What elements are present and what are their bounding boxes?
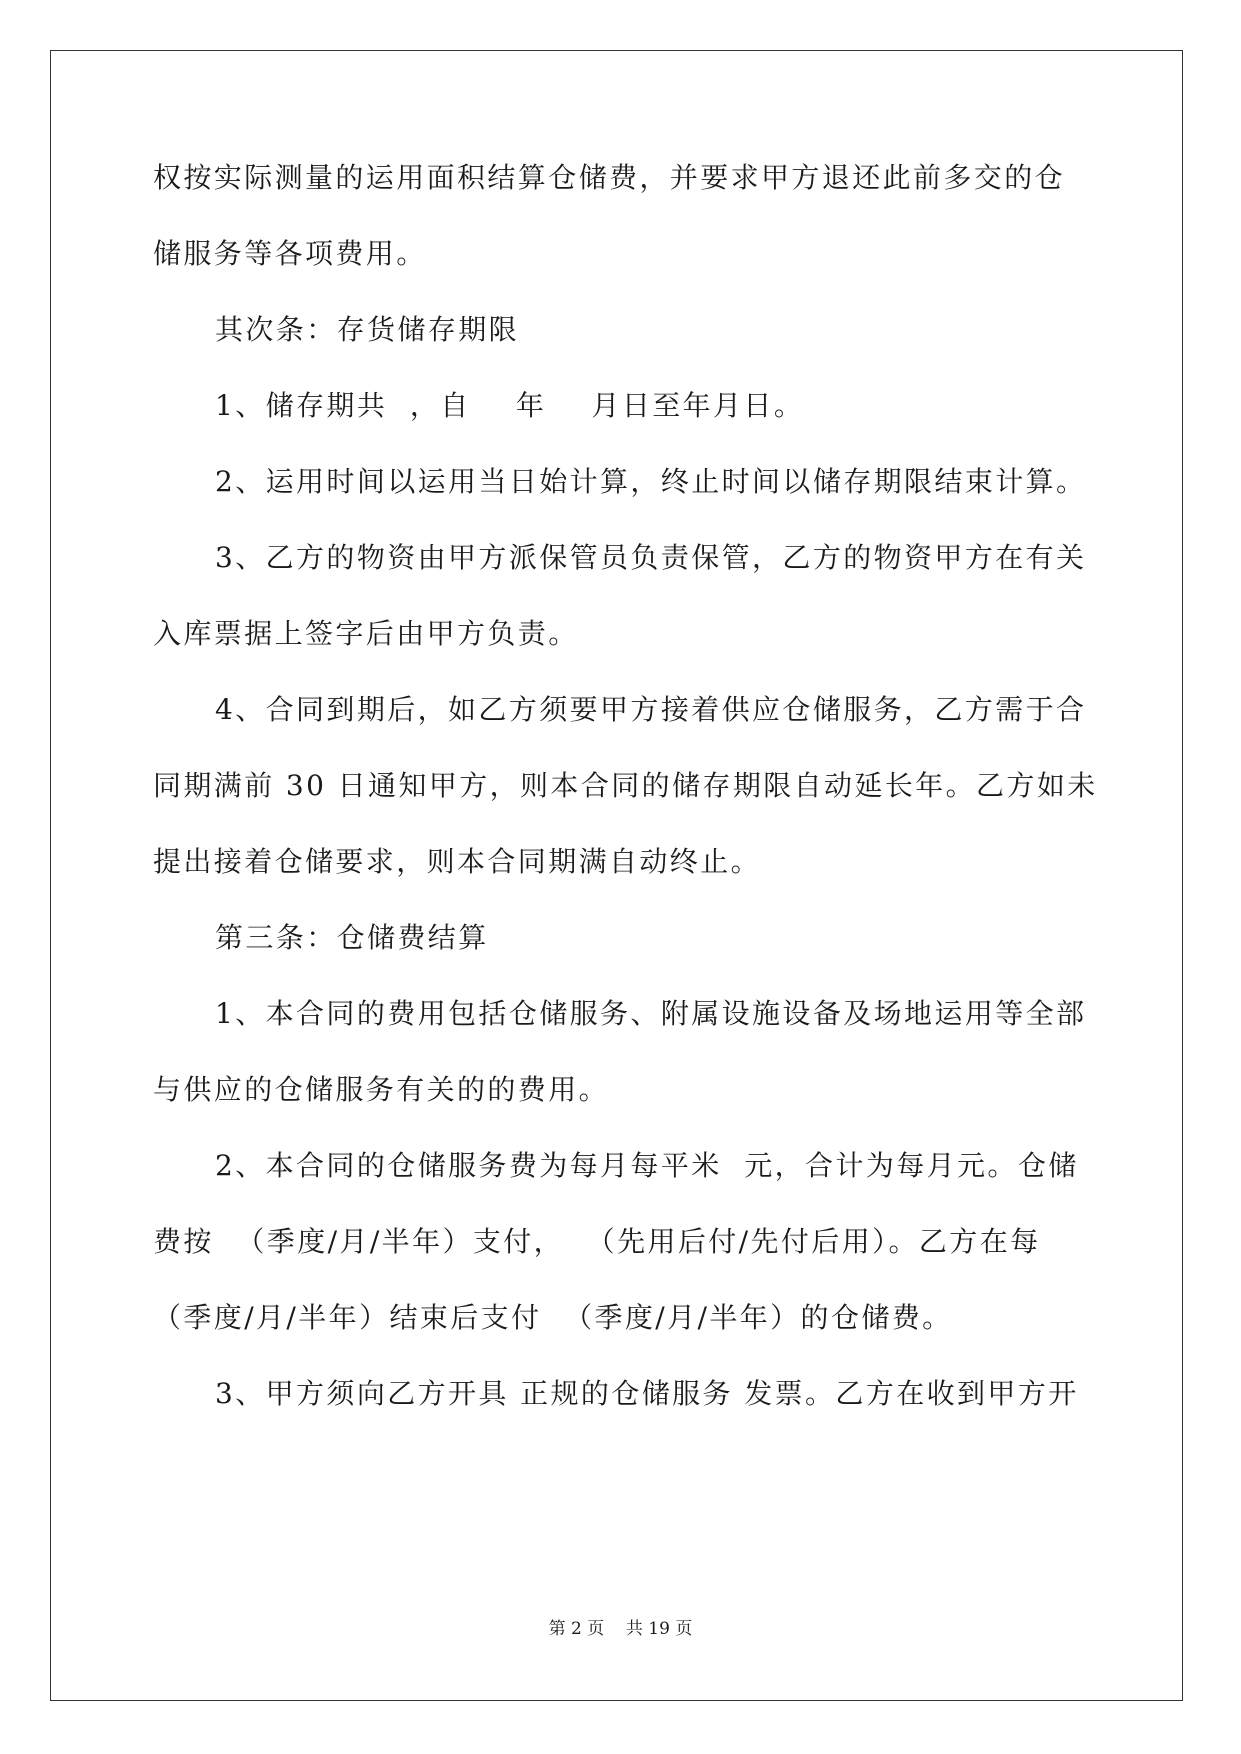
text-line: 2、运用时间以运用当日始计算，终止时间以储存期限结束计算。 [215, 465, 1087, 498]
page-number-footer: 第 2 页 共 19 页 [548, 1619, 693, 1639]
text-line: 入库票据上签字后由甲方负责。 [153, 617, 579, 650]
text-line: 储服务等各项费用。 [153, 237, 427, 270]
text-line: 4、合同到期后，如乙方须要甲方接着供应仓储服务，乙方需于合 [215, 693, 1087, 726]
text-line: 权按实际测量的运用面积结算仓储费，并要求甲方退还此前多交的仓 [153, 161, 1066, 194]
text-line: 与供应的仓储服务有关的的费用。 [153, 1073, 610, 1106]
text-line: 1、储存期共 ，自 年 月日至年月日。 [215, 389, 805, 422]
document-body [153, 160, 1098, 1452]
text-line: 2、本合同的仓储服务费为每月每平米 元，合计为每月元。仓储 [215, 1149, 1079, 1182]
text-line: 1、本合同的费用包括仓储服务、附属设施设备及场地运用等全部 [215, 997, 1087, 1030]
text-line: 费按 （季度/月/半年）支付， （先用后付/先付后用）。乙方在每 [153, 1225, 1041, 1258]
text-line: 3、甲方须向乙方开具 正规的仓储服务 发票。乙方在收到甲方开 [215, 1377, 1079, 1410]
text-line: 提出接着仓储要求，则本合同期满自动终止。 [153, 845, 762, 878]
text-line: 3、乙方的物资由甲方派保管员负责保管，乙方的物资甲方在有关 [215, 541, 1087, 574]
text-line: （季度/月/半年）结束后支付 （季度/月/半年）的仓储费。 [153, 1301, 953, 1334]
text-line: 同期满前 30 日通知甲方，则本合同的储存期限自动延长年。乙方如未 [153, 769, 1098, 802]
section-heading: 其次条：存货储存期限 [215, 313, 520, 346]
section-heading: 第三条：仓储费结算 [215, 921, 489, 954]
